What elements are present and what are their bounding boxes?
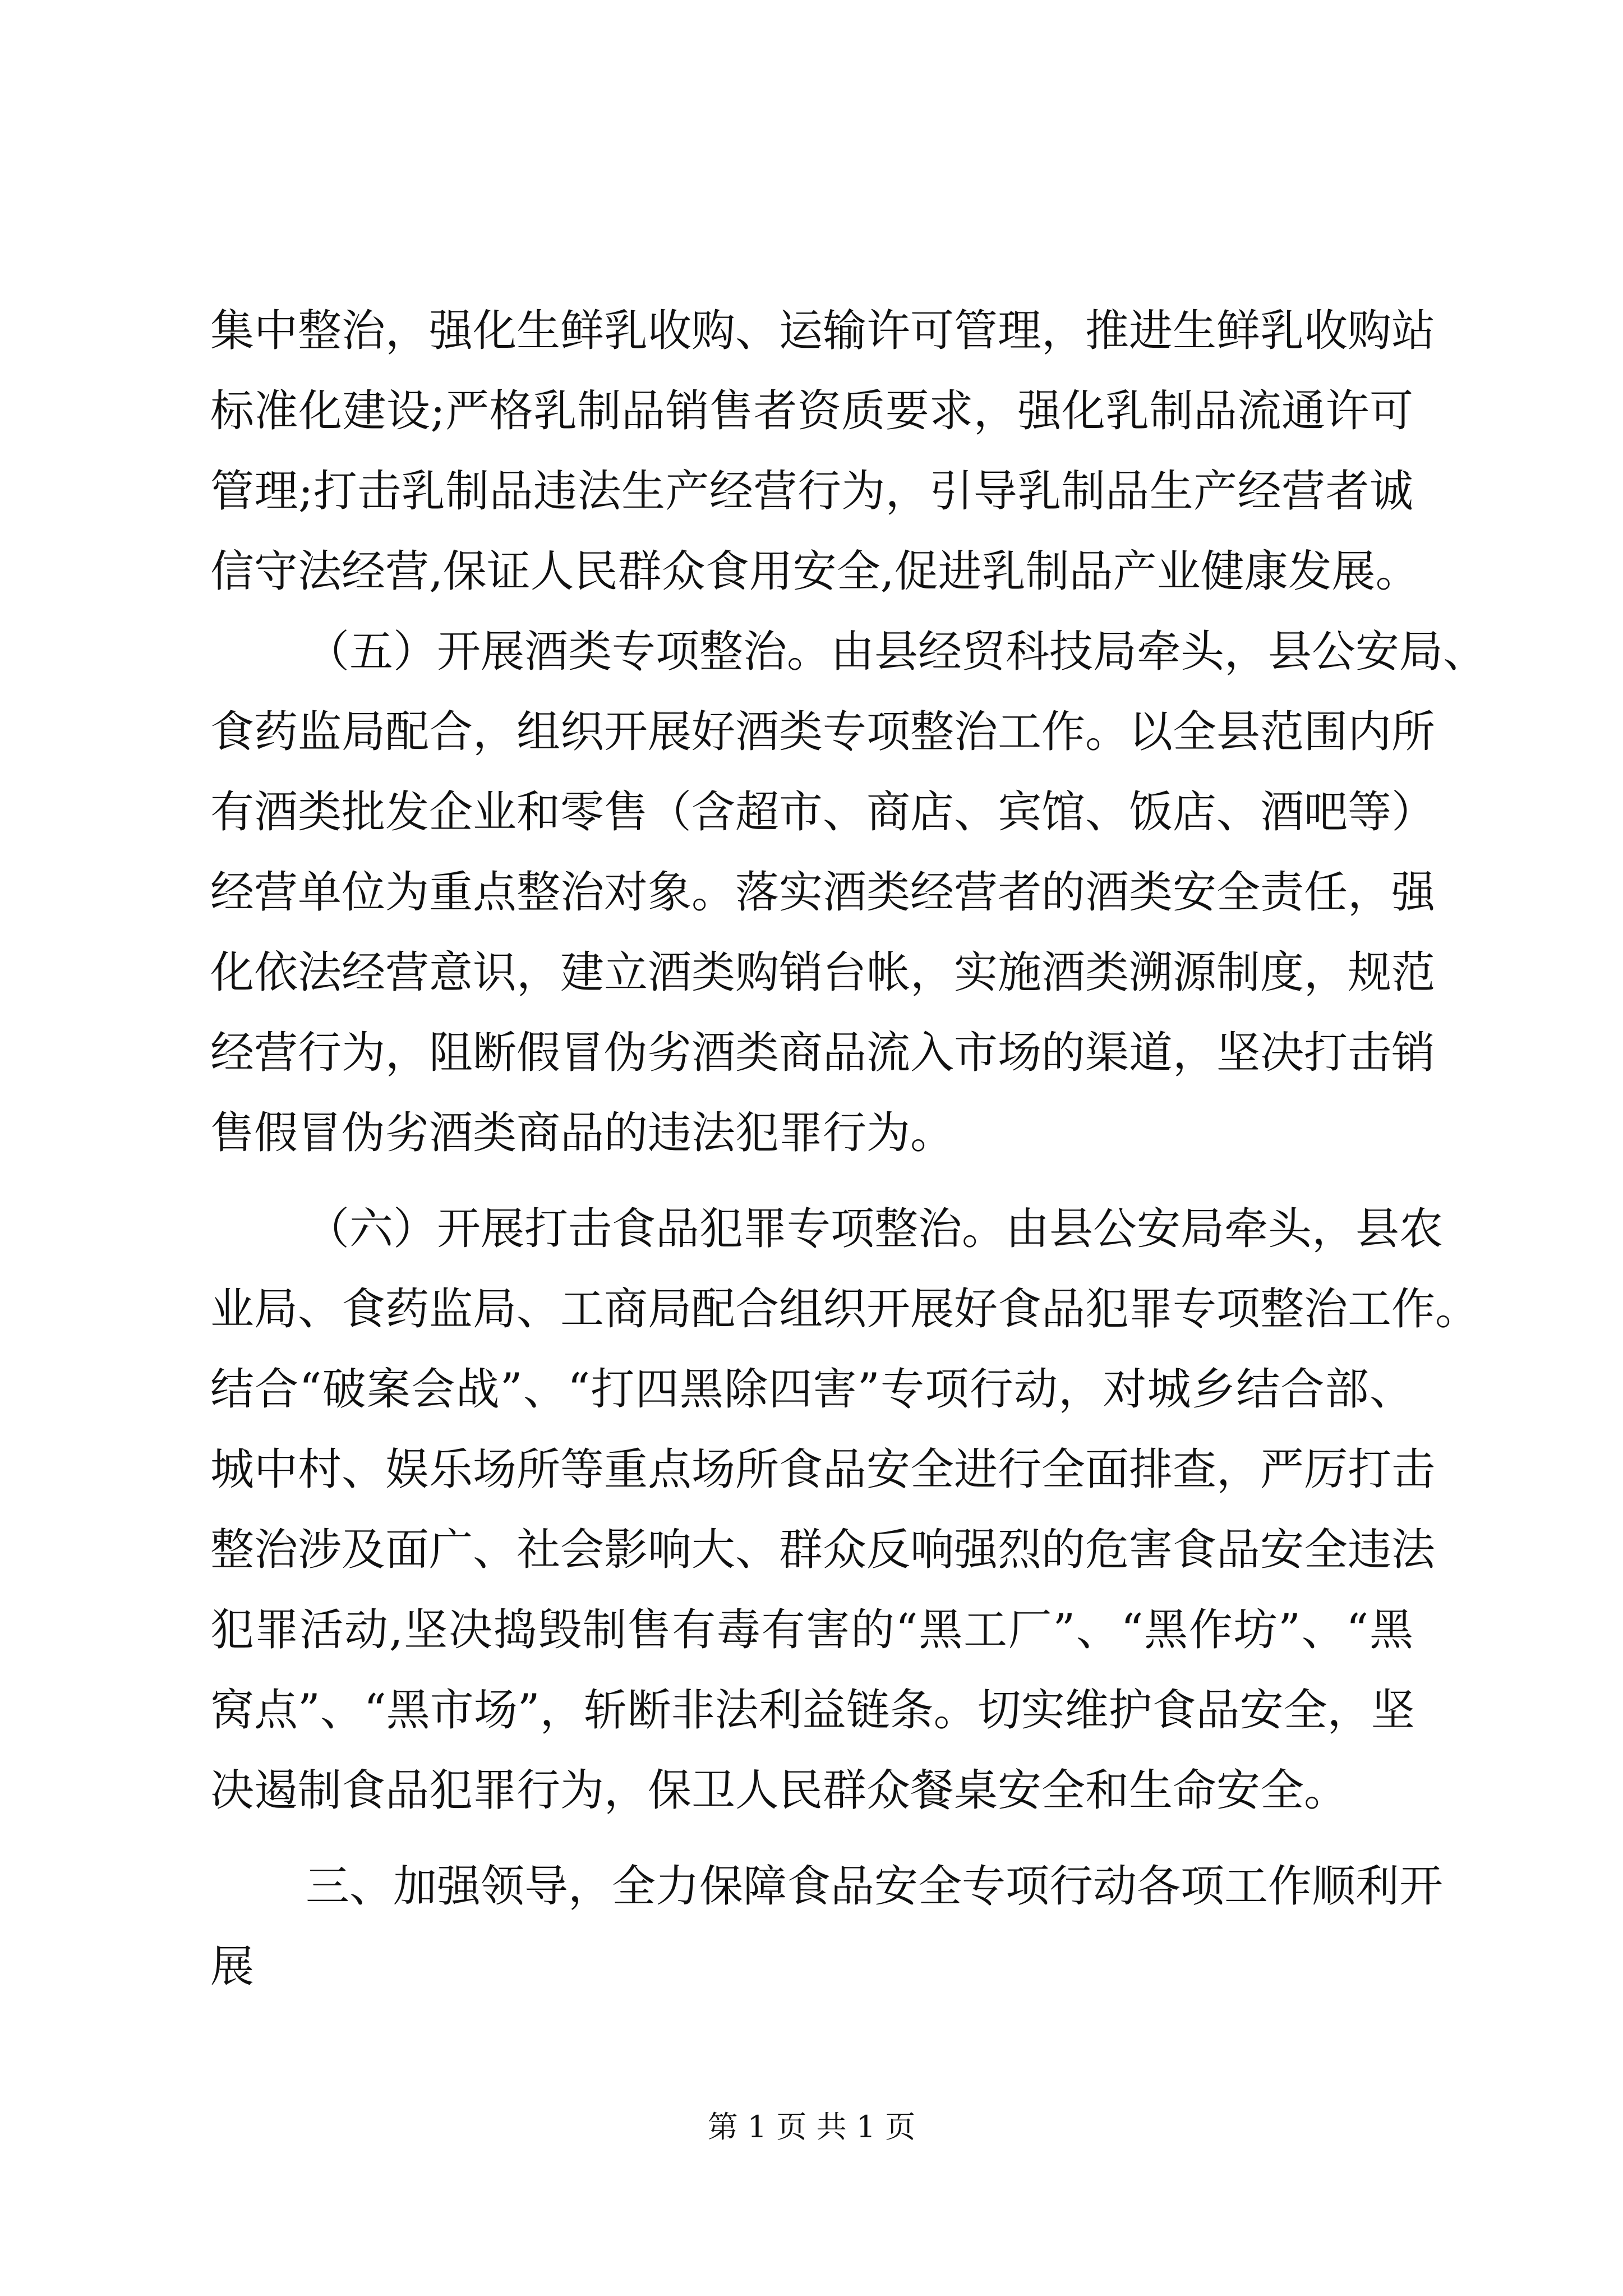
text-line: 食药监局配合，组织开展好酒类专项整治工作。以全县范围内所	[210, 707, 1436, 757]
text-line: 经营行为，阻断假冒伪劣酒类商品流入市场的渠道，坚决打击销	[210, 1028, 1436, 1078]
page-footer: 第 1 页 共 1 页	[707, 2109, 916, 2145]
text-line: 集中整治，强化生鲜乳收购、运输许可管理，推进生鲜乳收购站	[210, 306, 1436, 356]
text-line: 管理;打击乳制品违法生产经营行为，引导乳制品生产经营者诚	[210, 466, 1413, 517]
paragraph-start-line: （六）开展打击食品犯罪专项整治。由县公安局牵头，县农	[306, 1204, 1444, 1254]
text-line: 犯罪活动,坚决捣毁制售有毒有害的“黑工厂”、“黑作坊”、“黑	[210, 1605, 1413, 1655]
paragraph-end-line: 决遏制食品犯罪行为，保卫人民群众餐桌安全和生命安全。	[210, 1765, 1348, 1816]
text-line: 化依法经营意识，建立酒类购销台帐，实施酒类溯源制度，规范	[210, 947, 1436, 998]
paragraph-start-line: （五）开展酒类专项整治。由县经贸科技局牵头，县公安局、	[306, 627, 1487, 677]
text-line: 结合“破案会战”、“打四黑除四害”专项行动，对城乡结合部、	[210, 1364, 1413, 1415]
paragraph-end-line: 售假冒伪劣酒类商品的违法犯罪行为。	[210, 1108, 955, 1158]
section-heading-line-end: 展	[210, 1941, 255, 1992]
text-line: 有酒类批发企业和零售（含超市、商店、宾馆、饭店、酒吧等）	[210, 787, 1436, 838]
text-line: 信守法经营,保证人民群众食用安全,促进乳制品产业健康发展。	[210, 546, 1419, 597]
text-line: 标准化建设;严格乳制品销售者资质要求，强化乳制品流通许可	[210, 386, 1413, 436]
section-heading-line: 三、加强领导，全力保障食品安全专项行动各项工作顺利开	[306, 1861, 1444, 1912]
text-line: 业局、食药监局、工商局配合组织开展好食品犯罪专项整治工作。	[210, 1284, 1479, 1335]
text-line: 经营单位为重点整治对象。落实酒类经营者的酒类安全责任，强	[210, 867, 1436, 918]
text-line: 整治涉及面广、社会影响大、群众反响强烈的危害食品安全违法	[210, 1525, 1436, 1575]
text-line: 窝点”、“黑市场”，斩断非法利益链条。切实维护食品安全，坚	[210, 1685, 1415, 1736]
text-line: 城中村、娱乐场所等重点场所食品安全进行全面排查，严厉打击	[210, 1444, 1436, 1495]
